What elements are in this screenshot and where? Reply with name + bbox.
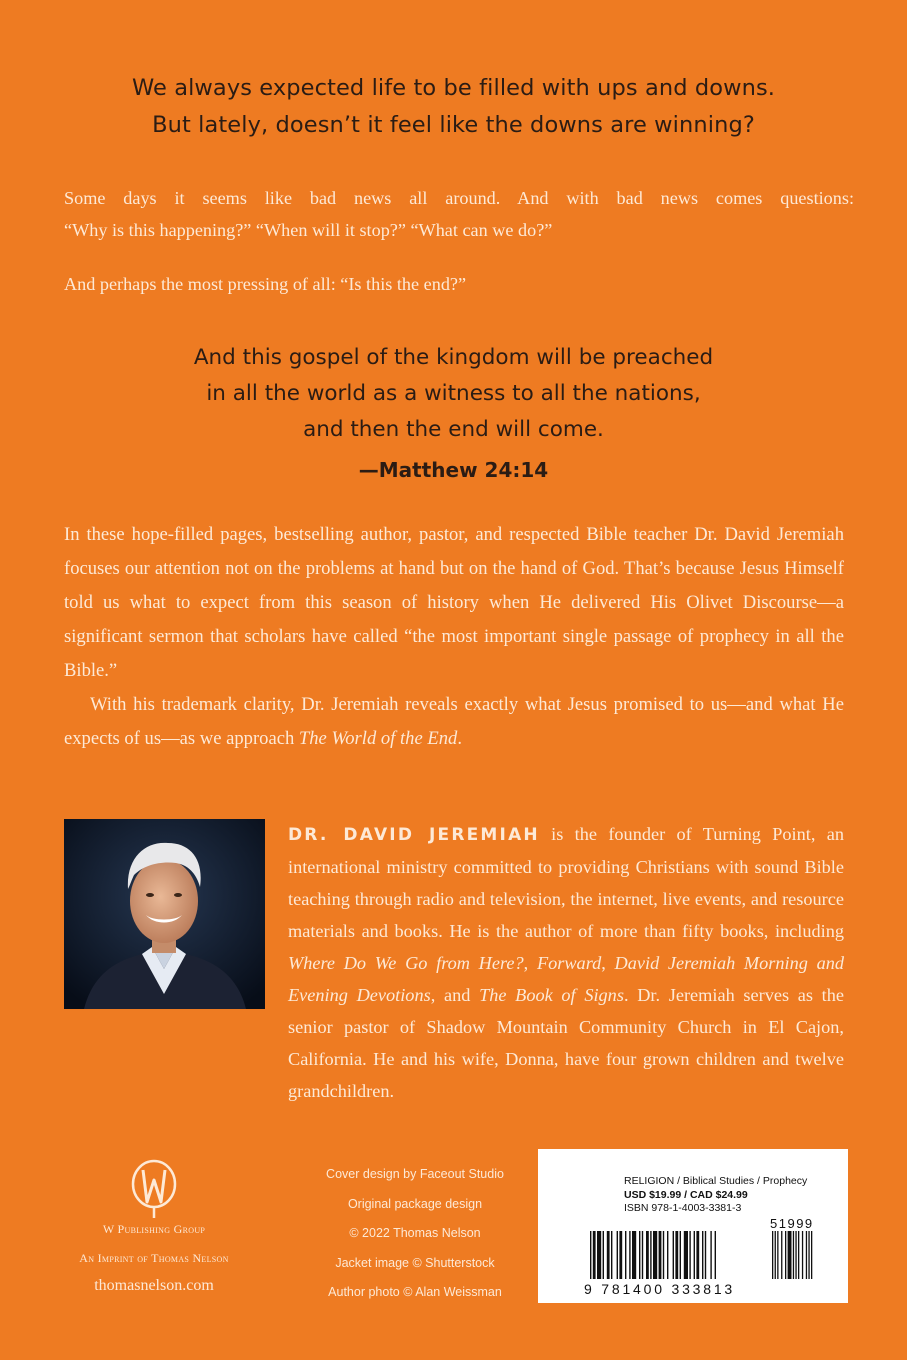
book-title-1: Where Do We Go from Here?: [288, 953, 524, 973]
author-name: DR. DAVID JEREMIAH: [288, 825, 540, 845]
intro-line-1: Some days it seems like bad news all around. And with bad news comes questions:: [64, 188, 854, 208]
barcode-bar: [593, 1231, 596, 1279]
barcode-addon-bar: [772, 1231, 773, 1279]
credit-line: Cover design by Faceout Studio: [326, 1167, 504, 1181]
barcode-bar: [639, 1231, 640, 1279]
barcode-bar: [715, 1231, 716, 1279]
barcode-addon-bar: [777, 1231, 778, 1279]
description-period: .: [457, 728, 462, 749]
barcode-addon-bar: [808, 1231, 809, 1279]
barcode-digits: 9 781400 333813: [584, 1281, 735, 1297]
headline: [0, 70, 907, 144]
barcode-addon-bar: [811, 1231, 812, 1279]
barcode-bar: [675, 1231, 678, 1279]
barcode-bar: [689, 1231, 690, 1279]
barcode-bar: [684, 1231, 688, 1279]
barcode-bar: [667, 1231, 668, 1279]
barcode-bar: [653, 1231, 657, 1279]
bio-text-b: . Dr. Jeremiah serves as the senior pastor of Shadow Mountain Community Church in El Cajon, California. He and his wife, Donna, have four grown children and twelve grandchildren.: [288, 985, 845, 1101]
description-text: With his trademark clarity, Dr. Jeremiah reveals exactly what Jesus promised to us—and what He expects of us—as we approach: [64, 694, 844, 749]
publisher-name: W Publishing Group: [102, 1222, 206, 1236]
barcode-bar: [680, 1231, 681, 1279]
barcode-addon-number: 51999: [770, 1216, 814, 1231]
barcode-bar: [632, 1231, 636, 1279]
publisher-website: thomasnelson.com: [94, 1277, 214, 1294]
barcode-bar: [705, 1231, 706, 1279]
barcode-addon-bar: [798, 1231, 799, 1279]
credits: [300, 1160, 530, 1308]
publisher-imprint: An Imprint of Thomas Nelson: [79, 1251, 229, 1265]
barcode-bar: [642, 1231, 643, 1279]
barcode-addon-bar: [795, 1231, 796, 1279]
publisher-logo-icon: [129, 1158, 179, 1220]
author-bio: [288, 818, 844, 1107]
barcode-bar: [659, 1231, 662, 1279]
scripture-quote: [0, 340, 907, 488]
bio-sep-3: , and: [430, 985, 480, 1005]
book-title-2: Forward: [536, 953, 602, 973]
book-title-4: The Book of Signs: [479, 985, 624, 1005]
barcode-category: RELIGION / Biblical Studies / Prophecy: [624, 1175, 808, 1187]
barcode-bar: [673, 1231, 674, 1279]
barcode-bar: [597, 1231, 601, 1279]
barcode-box: [538, 1149, 848, 1303]
publisher-block: [68, 1158, 240, 1295]
barcode-bar: [694, 1231, 695, 1279]
barcode-bar: [650, 1231, 651, 1279]
credit-line: Jacket image © Shutterstock: [335, 1255, 495, 1270]
barcode-addon-bar: [793, 1231, 794, 1279]
scripture-line-2: in all the world as a witness to all the nations,: [206, 381, 701, 406]
barcode-bar: [607, 1231, 610, 1279]
barcode-bar: [663, 1231, 664, 1279]
bio-text-a: is the founder of Turning Point, an international ministry committed to providing Christians with sound Bible teaching through radio and television, the internet, live events, and resource materials and books. He is the author of more than fifty books, including: [288, 824, 844, 941]
barcode-addon-bar: [788, 1231, 792, 1279]
credit-line: Author photo © Alan Weissman: [328, 1285, 502, 1299]
barcode-bar: [629, 1231, 630, 1279]
barcode-bar: [590, 1231, 591, 1279]
description-paragraph-1: In these hope-filled pages, bestselling author, pastor, and respected Bible teacher Dr. David Jeremiah focuses our attention not on the problems at hand but on the hand of God. That’s because Jesus Himself told us what to expect from this season of history when He delivered His Olivet Discourse—a significant sermon that scholars have called “the most important single passage of prophecy in all the Bible.”: [64, 524, 844, 681]
intro-questions: [64, 182, 854, 246]
headline-line-2: But lately, doesn’t it feel like the downs are winning?: [152, 112, 755, 138]
barcode-price: USD $19.99 / CAD $24.99: [624, 1189, 748, 1201]
author-photo: [64, 819, 265, 1009]
headline-line-1: We always expected life to be filled with ups and downs.: [131, 75, 776, 101]
intro-line-2: “Why is this happening?” “When will it stop?” “What can we do?”: [64, 220, 553, 240]
book-title: The World of the End: [298, 728, 458, 749]
barcode-bar: [646, 1231, 649, 1279]
barcode-isbn: ISBN 978-1-4003-3381-3: [624, 1202, 742, 1214]
bio-sep-2: ,: [601, 953, 615, 973]
bio-sep-1: ,: [523, 953, 537, 973]
barcode-addon-bar: [781, 1231, 782, 1279]
intro-line-3: And perhaps the most pressing of all: “Is this the end?”: [64, 274, 467, 294]
scripture-line-3: and then the end will come.: [303, 417, 604, 442]
book-description: [64, 518, 844, 756]
scripture-line-1: And this gospel of the kingdom will be preached: [193, 345, 714, 370]
barcode-bar: [619, 1231, 622, 1279]
barcode-bar: [710, 1231, 711, 1279]
barcode-bar: [603, 1231, 604, 1279]
barcode-addon-bar: [775, 1231, 776, 1279]
barcode-bar: [625, 1231, 626, 1279]
barcode-bar: [617, 1231, 618, 1279]
barcode-bar: [611, 1231, 612, 1279]
barcode-addon-bar: [785, 1231, 786, 1279]
scripture-reference: —Matthew 24:14: [358, 458, 549, 482]
barcode-bars: [590, 1231, 836, 1281]
credit-line: © 2022 Thomas Nelson: [349, 1226, 481, 1240]
barcode-bar: [696, 1231, 699, 1279]
book-title-3: David Jeremiah Morning and Evening Devotions: [288, 953, 845, 1005]
barcode-bar: [702, 1231, 703, 1279]
credit-line: Original package design: [347, 1196, 483, 1211]
barcode-addon-bar: [806, 1231, 807, 1279]
barcode-addon-bar: [802, 1231, 803, 1279]
description-paragraph-2: [64, 688, 844, 756]
